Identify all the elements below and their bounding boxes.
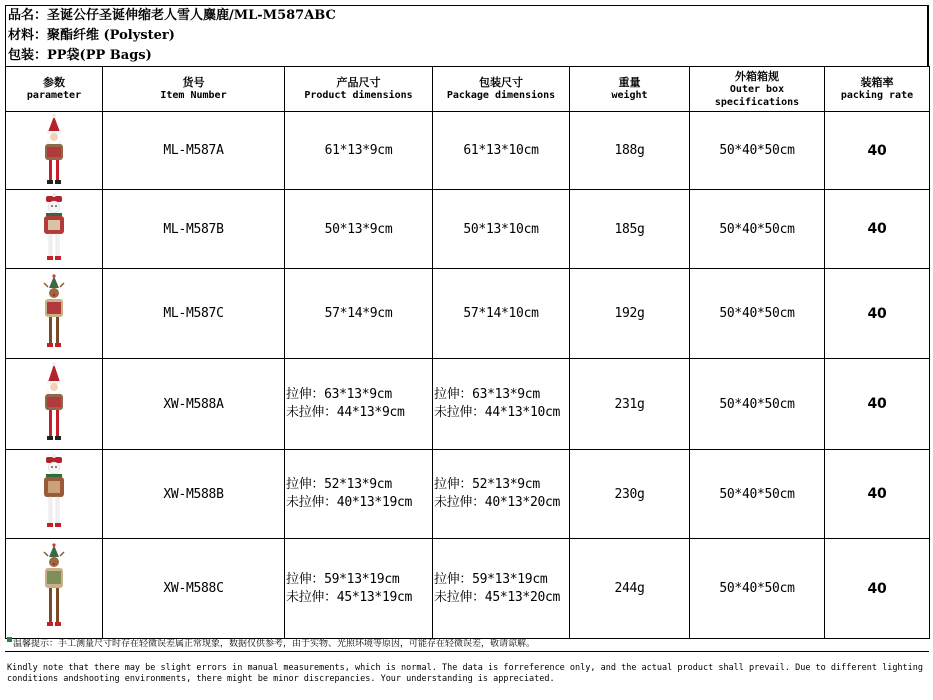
package-dimensions-cell: 拉伸：59*13*19cm 未拉伸：45*13*20cm <box>433 539 570 639</box>
spec-table <box>5 66 930 639</box>
col-header-item-number: 货号 Item Number <box>103 67 285 112</box>
cell-marker-icon <box>7 637 12 642</box>
packing-rate-cell: 40 <box>825 112 930 190</box>
product-image <box>6 190 103 269</box>
weight-cell: 230g <box>570 450 690 539</box>
table-row <box>6 112 930 190</box>
table-row <box>6 359 930 450</box>
product-dimensions-cell: 拉伸：59*13*19cm 未拉伸：45*13*19cm <box>285 539 433 639</box>
package-dimensions-cell: 拉伸：63*13*9cm 未拉伸：44*13*10cm <box>433 359 570 450</box>
item-number-cell: ML-M587C <box>103 269 285 359</box>
reindeer-icon <box>34 274 74 354</box>
col-header-weight: 重量 weight <box>570 67 690 112</box>
item-number-cell: XW-M588B <box>103 450 285 539</box>
col-header-packing-rate: 装箱率 packing rate <box>825 67 930 112</box>
weight-cell: 192g <box>570 269 690 359</box>
item-number-cell: ML-M587B <box>103 190 285 269</box>
package-dimensions-cell: 61*13*10cm <box>433 112 570 190</box>
weight-cell: 188g <box>570 112 690 190</box>
product-image <box>6 450 103 539</box>
material: 材料：聚酯纤维 (Polyster) <box>5 26 929 46</box>
outer-box-cell: 50*40*50cm <box>690 112 825 190</box>
product-dimensions-cell: 拉伸：52*13*9cm 未拉伸：40*13*19cm <box>285 450 433 539</box>
product-dimensions-cell: 61*13*9cm <box>285 112 433 190</box>
santa-icon <box>34 362 74 446</box>
packaging: 包装：PP袋(PP Bags) <box>5 46 929 66</box>
packing-rate-cell: 40 <box>825 539 930 639</box>
table-header-row <box>6 67 930 112</box>
product-name: 品名：圣诞公仔圣诞伸缩老人雪人麋鹿/ML-M587ABC <box>5 5 929 26</box>
spec-sheet <box>5 5 929 639</box>
packing-rate-cell: 40 <box>825 269 930 359</box>
product-image <box>6 269 103 359</box>
santa-icon <box>34 114 74 188</box>
notes <box>5 637 929 685</box>
table-row <box>6 269 930 359</box>
product-image <box>6 539 103 639</box>
product-dimensions-cell: 拉伸：63*13*9cm 未拉伸：44*13*9cm <box>285 359 433 450</box>
packing-rate-cell: 40 <box>825 450 930 539</box>
packing-rate-cell: 40 <box>825 190 930 269</box>
package-dimensions-cell: 57*14*10cm <box>433 269 570 359</box>
snowman-icon <box>34 192 74 266</box>
package-dimensions-cell: 拉伸：52*13*9cm 未拉伸：40*13*20cm <box>433 450 570 539</box>
weight-cell: 244g <box>570 539 690 639</box>
weight-cell: 231g <box>570 359 690 450</box>
table-row <box>6 539 930 639</box>
product-dimensions-cell: 57*14*9cm <box>285 269 433 359</box>
package-dimensions-cell: 50*13*10cm <box>433 190 570 269</box>
weight-cell: 185g <box>570 190 690 269</box>
table-row <box>6 450 930 539</box>
product-dimensions-cell: 50*13*9cm <box>285 190 433 269</box>
product-image <box>6 359 103 450</box>
outer-box-cell: 50*40*50cm <box>690 359 825 450</box>
outer-box-cell: 50*40*50cm <box>690 450 825 539</box>
item-number-cell: ML-M587A <box>103 112 285 190</box>
snowman-icon <box>34 453 74 535</box>
note-english: Kindly note that there may be slight errors in manual measurements, which is normal. The data is forreference only, and the actual product shall prevail. Due to different lighting conditions andshooting environments, there might be minor discrepancies. Your understanding is appreciated. <box>7 663 924 684</box>
col-header-package-dimensions: 包装尺寸 Package dimensions <box>433 67 570 112</box>
outer-box-cell: 50*40*50cm <box>690 269 825 359</box>
outer-box-cell: 50*40*50cm <box>690 190 825 269</box>
note-chinese-text: 温馨提示：手工测量尺寸时存在轻微误差属正常现象，数据仅供参考，由于实物、光照环境等原因，可能存在轻微误差，敬请谅解。 <box>13 639 536 649</box>
item-number-cell: XW-M588A <box>103 359 285 450</box>
reindeer-icon <box>34 543 74 635</box>
col-header-product-dimensions: 产品尺寸 Product dimensions <box>285 67 433 112</box>
item-number-cell: XW-M588C <box>103 539 285 639</box>
packing-rate-cell: 40 <box>825 359 930 450</box>
col-header-parameter: 参数 parameter <box>6 67 103 112</box>
outer-box-cell: 50*40*50cm <box>690 539 825 639</box>
col-header-outer-box: 外箱箱规 Outer box specifications <box>690 67 825 112</box>
table-row <box>6 190 930 269</box>
product-image <box>6 112 103 190</box>
note-chinese <box>5 637 929 652</box>
